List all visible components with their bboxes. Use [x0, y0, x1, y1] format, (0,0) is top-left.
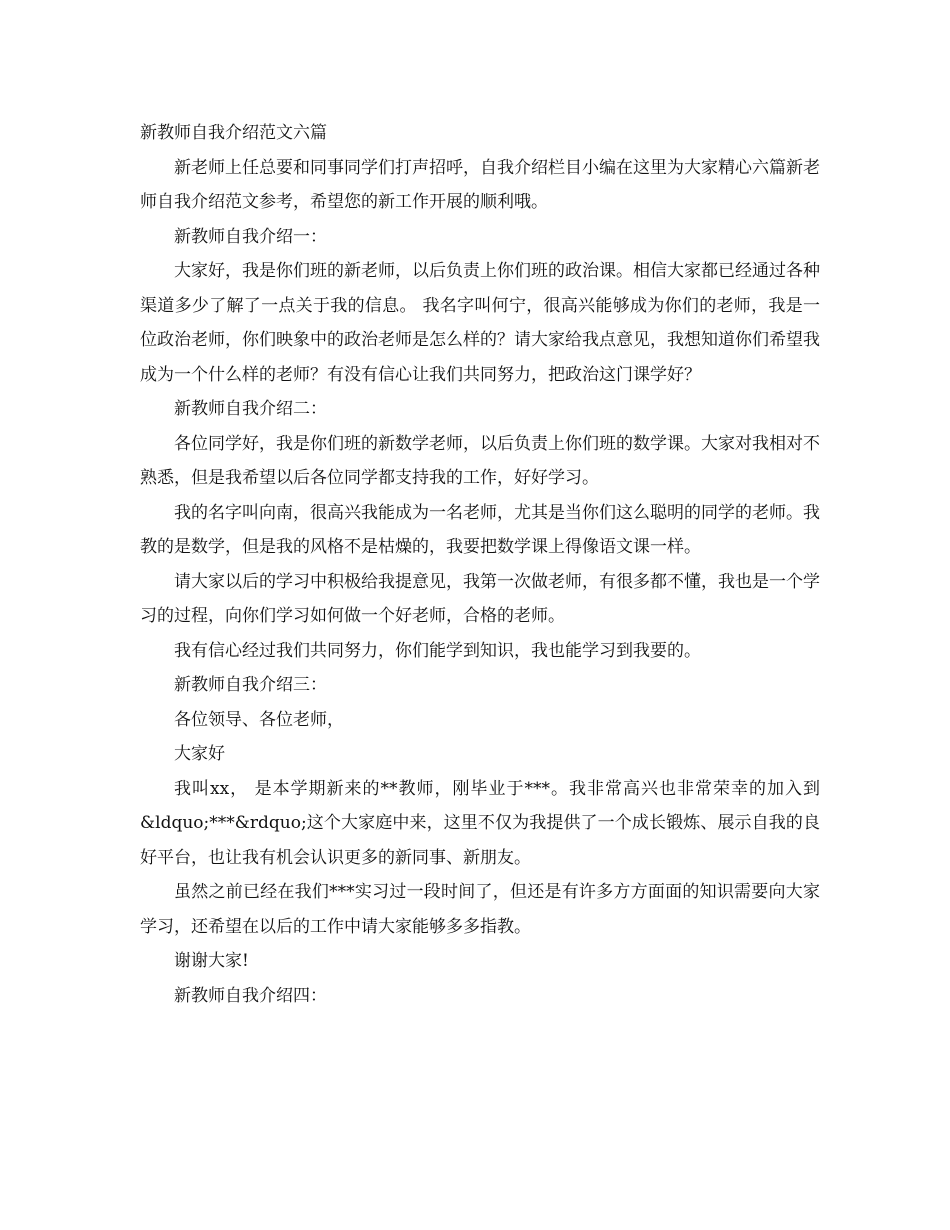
section-heading-2: 新教师自我介绍二： — [174, 399, 327, 419]
paragraph: 我有信心经过我们共同努力，你们能学到知识，我也能学习到我要的。 — [174, 640, 701, 661]
greeting-line: 大家好 — [174, 744, 225, 764]
paragraph: 虽然之前已经在我们***实习过一段时间了，但还是有许多方方面面的知识需要向大家学习，还希望在以后的工作中请大家能够多多指教。 — [140, 882, 820, 937]
document-body — [140, 116, 820, 1013]
section-heading-3: 新教师自我介绍三： — [174, 675, 327, 695]
section-heading-1: 新教师自我介绍一： — [174, 226, 327, 247]
paragraph: 各位同学好，我是你们班的新数学老师，以后负责上你们班的数学课。大家对我相对不熟悉，但是我希望以后各位同学都支持我的工作，好好学习。 — [140, 433, 820, 488]
paragraph: 请大家以后的学习中积极给我提意见，我第一次做老师，有很多都不懂，我也是一个学习的过程，向你们学习如何做一个好老师，合格的老师。 — [140, 571, 820, 626]
greeting-line: 各位领导、各位老师， — [174, 709, 344, 730]
closing-line: 谢谢大家! — [174, 951, 249, 971]
paragraph: 我叫xx， 是本学期新来的**教师，刚毕业于***。我非常高兴也非常荣幸的加入到&ldquo;***&rdquo;这个大家庭中来，这里不仅为我提供了一个成长锻炼、展示自我的良好平台，也让我有机会认识更多的新同事、新朋友。 — [140, 778, 820, 868]
paragraph: 我的名字叫向南，很高兴我能成为一名老师，尤其是当你们这么聪明的同学的老师。我教的是数学，但是我的风格不是枯燥的，我要把数学课上得像语文课一样。 — [140, 502, 820, 557]
paragraph: 大家好，我是你们班的新老师，以后负责上你们班的政治课。相信大家都已经通过各种渠道多少了解了一点关于我的信息。 我名字叫何宁，很高兴能够成为你们的老师，我是一位政治老师，你们映象中的政治老师是怎么样的？请大家给我点意见，我想知道你们希望我成为一个什么样的老师？有没有信心让我们共同努力，把政治这门课学好？ — [140, 261, 820, 385]
intro-paragraph: 新老师上任总要和同事同学们打声招呼，自我介绍栏目小编在这里为大家精心六篇新老师自我介绍范文参考，希望您的新工作开展的顺利哦。 — [140, 157, 820, 212]
section-heading-4: 新教师自我介绍四： — [174, 985, 327, 1006]
document-title: 新教师自我介绍范文六篇 — [140, 123, 327, 143]
